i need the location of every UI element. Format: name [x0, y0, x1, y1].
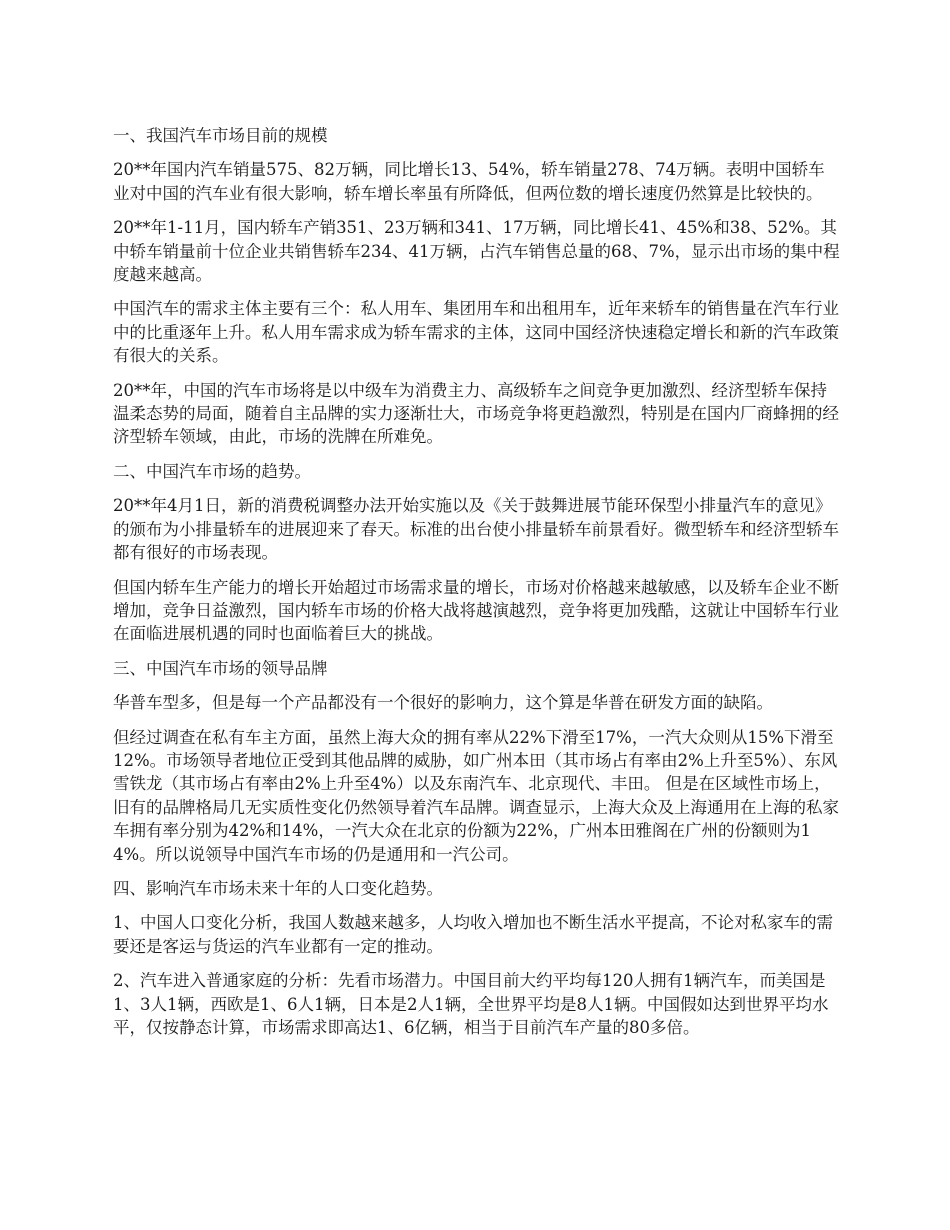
paragraph-tax-policy: 20**年4月1日，新的消费税调整办法开始实施以及《关于鼓舞进展节能环保型小排量汽车的意见》的颁布为小排量轿车的进展迎来了春天。标准的出台使小排量轿车前景看好。微型轿车和经济型轿车都有很好的市场表现。	[113, 496, 839, 563]
paragraph-huapu: 华普车型多，但是每一个产品都没有一个很好的影响力，这个算是华普在研发方面的缺陷。	[113, 693, 773, 713]
section-heading-3: 三、中国汽车市场的领导品牌	[113, 658, 328, 678]
section-heading-1: 一、我国汽车市场目前的规模	[113, 126, 328, 145]
paragraph-competition: 但国内轿车生产能力的增长开始超过市场需求量的增长，市场对价格越来越敏感，以及轿车企业不断增加，竞争日益激烈，国内轿车市场的价格大战将越演越烈，竞争将更加残酷，这就让中国轿车行业在面临进展机遇的同时也面临着巨大的挑战。	[113, 577, 839, 644]
section-heading-4: 四、影响汽车市场未来十年的人口变化趋势。	[113, 878, 443, 898]
paragraph-household-cars: 2、汽车进入普通家庭的分析：先看市场潜力。中国目前大约平均每120人拥有1辆汽车，而美国是1、3人1辆，西欧是1、6人1辆，日本是2人1辆，全世界平均是8人1辆。中国假如达到世界平均水平，仅按静态计算，市场需求即高达1、6亿辆，相当于目前汽车产量的80多倍。	[113, 971, 829, 1037]
paragraph-brand-survey: 但经过调查在私有车主方面，虽然上海大众的拥有率从22%下滑至17%，一汽大众则从15%下滑至12%。市场领导者地位正受到其他品牌的威胁，如广州本田（其市场占有率由2%上升至5%）、东风雪铁龙（其市场占有率由2%上升至4%）以及东南汽车、北京现代、丰田。 但是在区域性市场上，旧有的品牌格局几无实质性变化仍然领导着汽车品牌。调查显示，上海大众及上海通用在上海的私家车拥有率分别为42%和14%，一汽大众在北京的份额为22%，广州本田雅阁在广州的份额则为14%。所以说领导中国汽车市场的仍是通用和一汽公司。	[113, 727, 839, 864]
paragraph-population: 1、中国人口变化分析，我国人数越来越多，人均收入增加也不断生活水平提高，不论对私家车的需要还是客运与货运的汽车业都有一定的推动。	[113, 913, 833, 956]
paragraph-production-sales: 20**年1-11月，国内轿车产销351、23万辆和341、17万辆，同比增长41、45%和38、52%。其中轿车销量前十位企业共销售轿车234、41万辆，占汽车销售总量的68、7%，显示出市场的集中程度越来越高。	[113, 218, 840, 285]
document-body	[113, 124, 840, 1050]
section-heading-2: 二、中国汽车市场的趋势。	[113, 461, 311, 481]
paragraph-market-outlook: 20**年，中国的汽车市场将是以中级车为消费主力、高级轿车之间竞争更加激烈、经济型轿车保持温柔态势的局面，随着自主品牌的实力逐渐壮大，市场竞争将更趋激烈，特别是在国内厂商蜂拥的经济型轿车领域，由此，市场的洗牌在所难免。	[113, 380, 839, 447]
paragraph-demand-subjects: 中国汽车的需求主体主要有三个：私人用车、集团用车和出租用车，近年来轿车的销售量在汽车行业中的比重逐年上升。私人用车需求成为轿车需求的主体，这同中国经济快速稳定增长和新的汽车政策有很大的关系。	[113, 299, 839, 366]
paragraph-sales-volume: 20**年国内汽车销量575、82万辆，同比增长13、54%，轿车销量278、74万辆。表明中国轿车业对中国的汽车业有很大影响，轿车增长率虽有所降低，但两位数的增长速度仍然算是比较快的。	[113, 160, 825, 203]
